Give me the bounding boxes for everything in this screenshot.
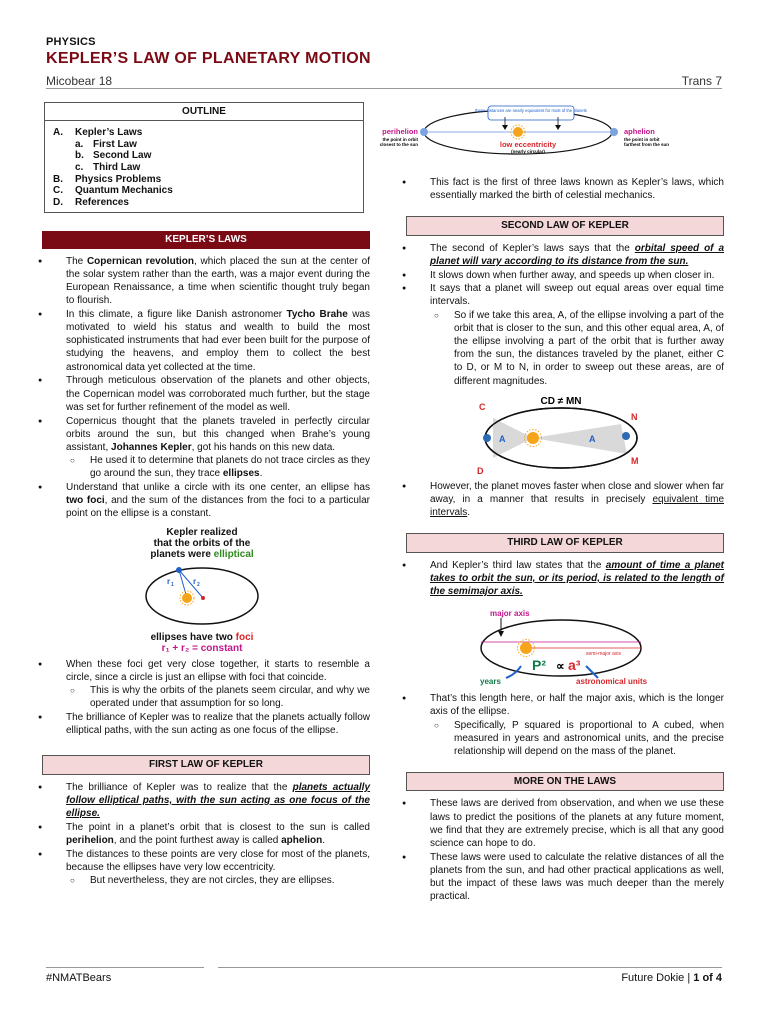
area-a-label: A [589, 433, 596, 444]
keplers-laws-list-2 [34, 658, 370, 738]
trans-label: Trans 7 [681, 74, 722, 88]
section-heading-keplers-laws: KEPLER’S LAWS [42, 231, 370, 248]
list-item: ● These laws were used to calculate the relative distances of all the planets from the sun, and had other practical applications as well, but the impact of these laws was much deeper than the merely practical. [398, 851, 724, 904]
equal-areas-figure [471, 394, 651, 476]
perihelion-desc: closest to the sun [379, 142, 418, 147]
page-header [46, 36, 722, 88]
area-a-label: A [499, 433, 506, 444]
aphelion-desc: the point in orbit [624, 137, 660, 142]
list-item: ● The distances to these points are very close for most of the planets, because the ellipses have very low eccentricity. ○ But nevertheless, they are not circles, they are ellipses. [34, 848, 370, 888]
planet-icon [483, 434, 491, 442]
outline-subitem [75, 150, 355, 162]
outline-label: Second Law [93, 150, 152, 162]
subject-label: PHYSICS [46, 36, 96, 48]
figure-caption-line: planets were elliptical [150, 548, 254, 560]
list-item: ● Through meticulous observation of the planets and other objects, the Copernican model was corroborated much further, but the stage was set for further refinement of the model as well. [34, 374, 370, 414]
outline-marker: D. [53, 196, 63, 208]
aphelion-label: aphelion [624, 127, 655, 136]
ellipse-foci-figure [122, 527, 282, 654]
figure-caption-line: Kepler realized [166, 526, 238, 538]
outline-subitem [75, 139, 355, 151]
outline-subitem [75, 162, 355, 174]
major-axis-label: major axis [490, 609, 530, 619]
outline-label: Third Law [93, 161, 141, 173]
header-rule [46, 88, 722, 89]
figure-formula: r₁ + r₂ = constant [161, 642, 243, 654]
r1-sub-label: 1 [171, 581, 174, 588]
figure-note: these distances are nearly equivalent for most of the planets [475, 108, 587, 113]
outline-item [53, 185, 355, 197]
outline-marker: c. [75, 161, 84, 173]
sun-icon [525, 429, 542, 446]
list-item: ● The second of Kepler’s laws says that the orbital speed of a planet will vary according to its distance from the sun. [398, 242, 724, 268]
footer-hashtag: #NMATBears [46, 972, 112, 984]
outline-marker: B. [53, 173, 63, 185]
page-title: KEPLER’S LAW OF PLANETARY MOTION [46, 50, 371, 67]
formula-proportional: ∝ [556, 659, 565, 674]
section-heading-more-laws: MORE ON THE LAWS [406, 772, 724, 791]
list-item: ● Copernicus thought that the planets traveled in perfectly circular orbits around the sun, but this changed when Brahe’s young assistant, Johannes Kepler, got his hands on this new data. ○ He used it to determine that planets do not trace circles as they go around the sun, they trace ellipses. [34, 415, 370, 481]
perihelion-aphelion-figure [379, 100, 724, 166]
third-law-list-2 [398, 692, 724, 758]
second-law-list [398, 242, 724, 388]
outline-box [44, 102, 364, 213]
sub-list-item: ○ He used it to determine that planets do not trace circles as they go around the sun, they trace ellipses. [66, 454, 370, 480]
figure-caption-line: that the orbits of the [153, 537, 251, 549]
formula-p: P² [532, 657, 546, 674]
outline-item [53, 127, 355, 139]
list-item: ● It says that a planet will sweep out equal areas over equal time intervals. ○ So if we take this area, A, of the ellipse involving a part of the orbit that is closer to the sun, and this other equal area, A, of the ellipse involving a part of the orbit that is further away from the sun, the distances traveled by the planet, either C to D, or M to N, in order to sweep out these areas, are of different magnitudes. [398, 282, 724, 388]
first-law-list [34, 781, 370, 888]
outline-marker: A. [53, 127, 63, 139]
intro-list [398, 176, 724, 202]
sun-icon [180, 591, 194, 605]
point-c-label: C [479, 401, 486, 412]
section-heading-third-law: THIRD LAW OF KEPLER [406, 533, 724, 552]
list-item: ● And Kepler’s third law states that the amount of time a planet takes to orbit the sun, or its period, is related to the length of the semimajor axis. [398, 559, 724, 599]
sub-list-item: ○ Specifically, P squared is proportional to A cubed, when measured in years and astronomical units, and the precise relationship will depend on the mass of the planet. [430, 719, 724, 759]
eccentricity-label: low eccentricity [499, 140, 557, 149]
sun-icon [518, 640, 535, 657]
figure-caption-line: ellipses have two foci [150, 631, 254, 643]
list-item: ● The brilliance of Kepler was to realize that the planets actually follow elliptical paths, with the sun acting as one focus of the ellipse. [34, 711, 370, 737]
planet-icon [176, 567, 182, 573]
eccentricity-desc: (nearly circular) [511, 149, 545, 154]
third-law-figure [466, 604, 656, 688]
sub-list-item: ○ This is why the orbits of the planets seem circular, and why we operated under that assumption for so long. [66, 684, 370, 710]
outline-marker: b. [75, 150, 84, 162]
outline-marker: C. [53, 185, 63, 197]
planet-icon [622, 432, 630, 440]
au-label: astronomical units [576, 677, 648, 687]
outline-marker: a. [75, 138, 84, 150]
section-heading-first-law: FIRST LAW OF KEPLER [42, 755, 370, 774]
years-label: years [480, 677, 501, 687]
outline-label: First Law [93, 138, 137, 150]
list-item: ● Understand that unlike a circle with its one center, an ellipse has two foci, and the sum of the distances from the foci to a particular point on the ellipse is a constant. [34, 481, 370, 521]
footer-rule [218, 967, 722, 968]
outline-item [53, 197, 355, 209]
author-label: Micobear 18 [46, 74, 113, 88]
left-column [34, 96, 370, 888]
outline-label: Physics Problems [75, 173, 162, 185]
more-laws-list [398, 797, 724, 903]
list-item: ● However, the planet moves faster when close and slower when far away, in a manner that results in precisely equivalent time intervals. [398, 480, 724, 520]
ellipse-diagram [137, 564, 267, 628]
outline-label: Kepler’s Laws [75, 127, 143, 139]
r1-label: r [167, 576, 171, 586]
perihelion-label: perihelion [382, 127, 418, 136]
point-d-label: D [477, 465, 484, 476]
point-m-label: M [631, 455, 639, 466]
list-item: ● The Copernican revolution, which placed the sun at the center of the solar system rather than the earth, was a major event during the European Renaissance, a time when scientific thought truly began to flourish. [34, 255, 370, 308]
list-item: ● That’s this length here, or half the major axis, which is the longer axis of the ellipse. ○ Specifically, P squared is proportional to A cubed, when measured in years and astronomical units, and the precise relationship will depend on the mass of the planet. [398, 692, 724, 758]
page-footer [46, 972, 722, 984]
outline-list [45, 121, 363, 212]
perihelion-desc: the point in orbit [382, 137, 418, 142]
list-item: ● In this climate, a figure like Danish astronomer Tycho Brahe was motivated to wield his status and wealth to build the most sophisticated instruments that had ever been built for the purpose of studying the heavens, and employ them to collect the best astronomical data yet collected at the time. [34, 308, 370, 374]
list-item: ● When these foci get very close together, it starts to resemble a circle, since a circle is just an ellipse with foci that coincide. ○ This is why the orbits of the planets seem circular, and why we operated under that assumption for so long. [34, 658, 370, 711]
list-item: ● It slows down when further away, and speeds up when closer in. [398, 269, 724, 282]
sub-list-item: ○ So if we take this area, A, of the ellipse involving a part of the orbit that is closer to the sun, and this other equal area, A, of the ellipse involving a part of the orbit that is further away from the sun, the distances traveled by the planet, either C to D, or M to N, in order to sweep out these areas, are of different magnitudes. [430, 309, 724, 388]
keplers-laws-list [34, 255, 370, 521]
section-heading-second-law: SECOND LAW OF KEPLER [406, 216, 724, 235]
footer-rule [46, 967, 204, 968]
outline-item [53, 174, 355, 186]
semi-major-axis-label: semi-major axis [586, 651, 622, 658]
r2-label: r [193, 576, 197, 586]
aphelion-desc: farthest from the sun [624, 142, 670, 147]
formula-a: a³ [568, 657, 581, 674]
r2-sub-label: 2 [197, 581, 200, 588]
outline-label: Quantum Mechanics [75, 185, 173, 197]
figure-equation: CD ≠ MN [540, 395, 582, 407]
outline-label: References [75, 196, 129, 208]
second-law-list-2 [398, 480, 724, 520]
third-law-list [398, 559, 724, 599]
sub-list-item: ○ But nevertheless, they are not circles, they are ellipses. [66, 874, 370, 887]
list-item: ● The brilliance of Kepler was to realize that the planets actually follow elliptical paths, with the sun acting as one focus of the ellipse. [34, 781, 370, 821]
sun-icon [511, 125, 525, 139]
outline-heading: OUTLINE [45, 103, 363, 121]
footer-page-info: Future Dokie | 1 of 4 [621, 972, 722, 984]
right-column [379, 96, 725, 904]
planet-icon [610, 128, 618, 136]
list-item: ● These laws are derived from observation, and when we use these laws to predict the positions of the planets at any future moment, we find that they are extremely precise, which is all that any good science can hope to do. [398, 797, 724, 850]
list-item: ● The point in a planet’s orbit that is closest to the sun is called perihelion, and the point furthest away is called aphelion. [34, 821, 370, 847]
list-item: ● This fact is the first of three laws known as Kepler’s laws, which essentially marked the birth of celestial mechanics. [398, 176, 724, 202]
planet-icon [420, 128, 428, 136]
point-n-label: N [631, 411, 638, 422]
focus-icon [201, 596, 205, 600]
meta-row [46, 74, 722, 88]
